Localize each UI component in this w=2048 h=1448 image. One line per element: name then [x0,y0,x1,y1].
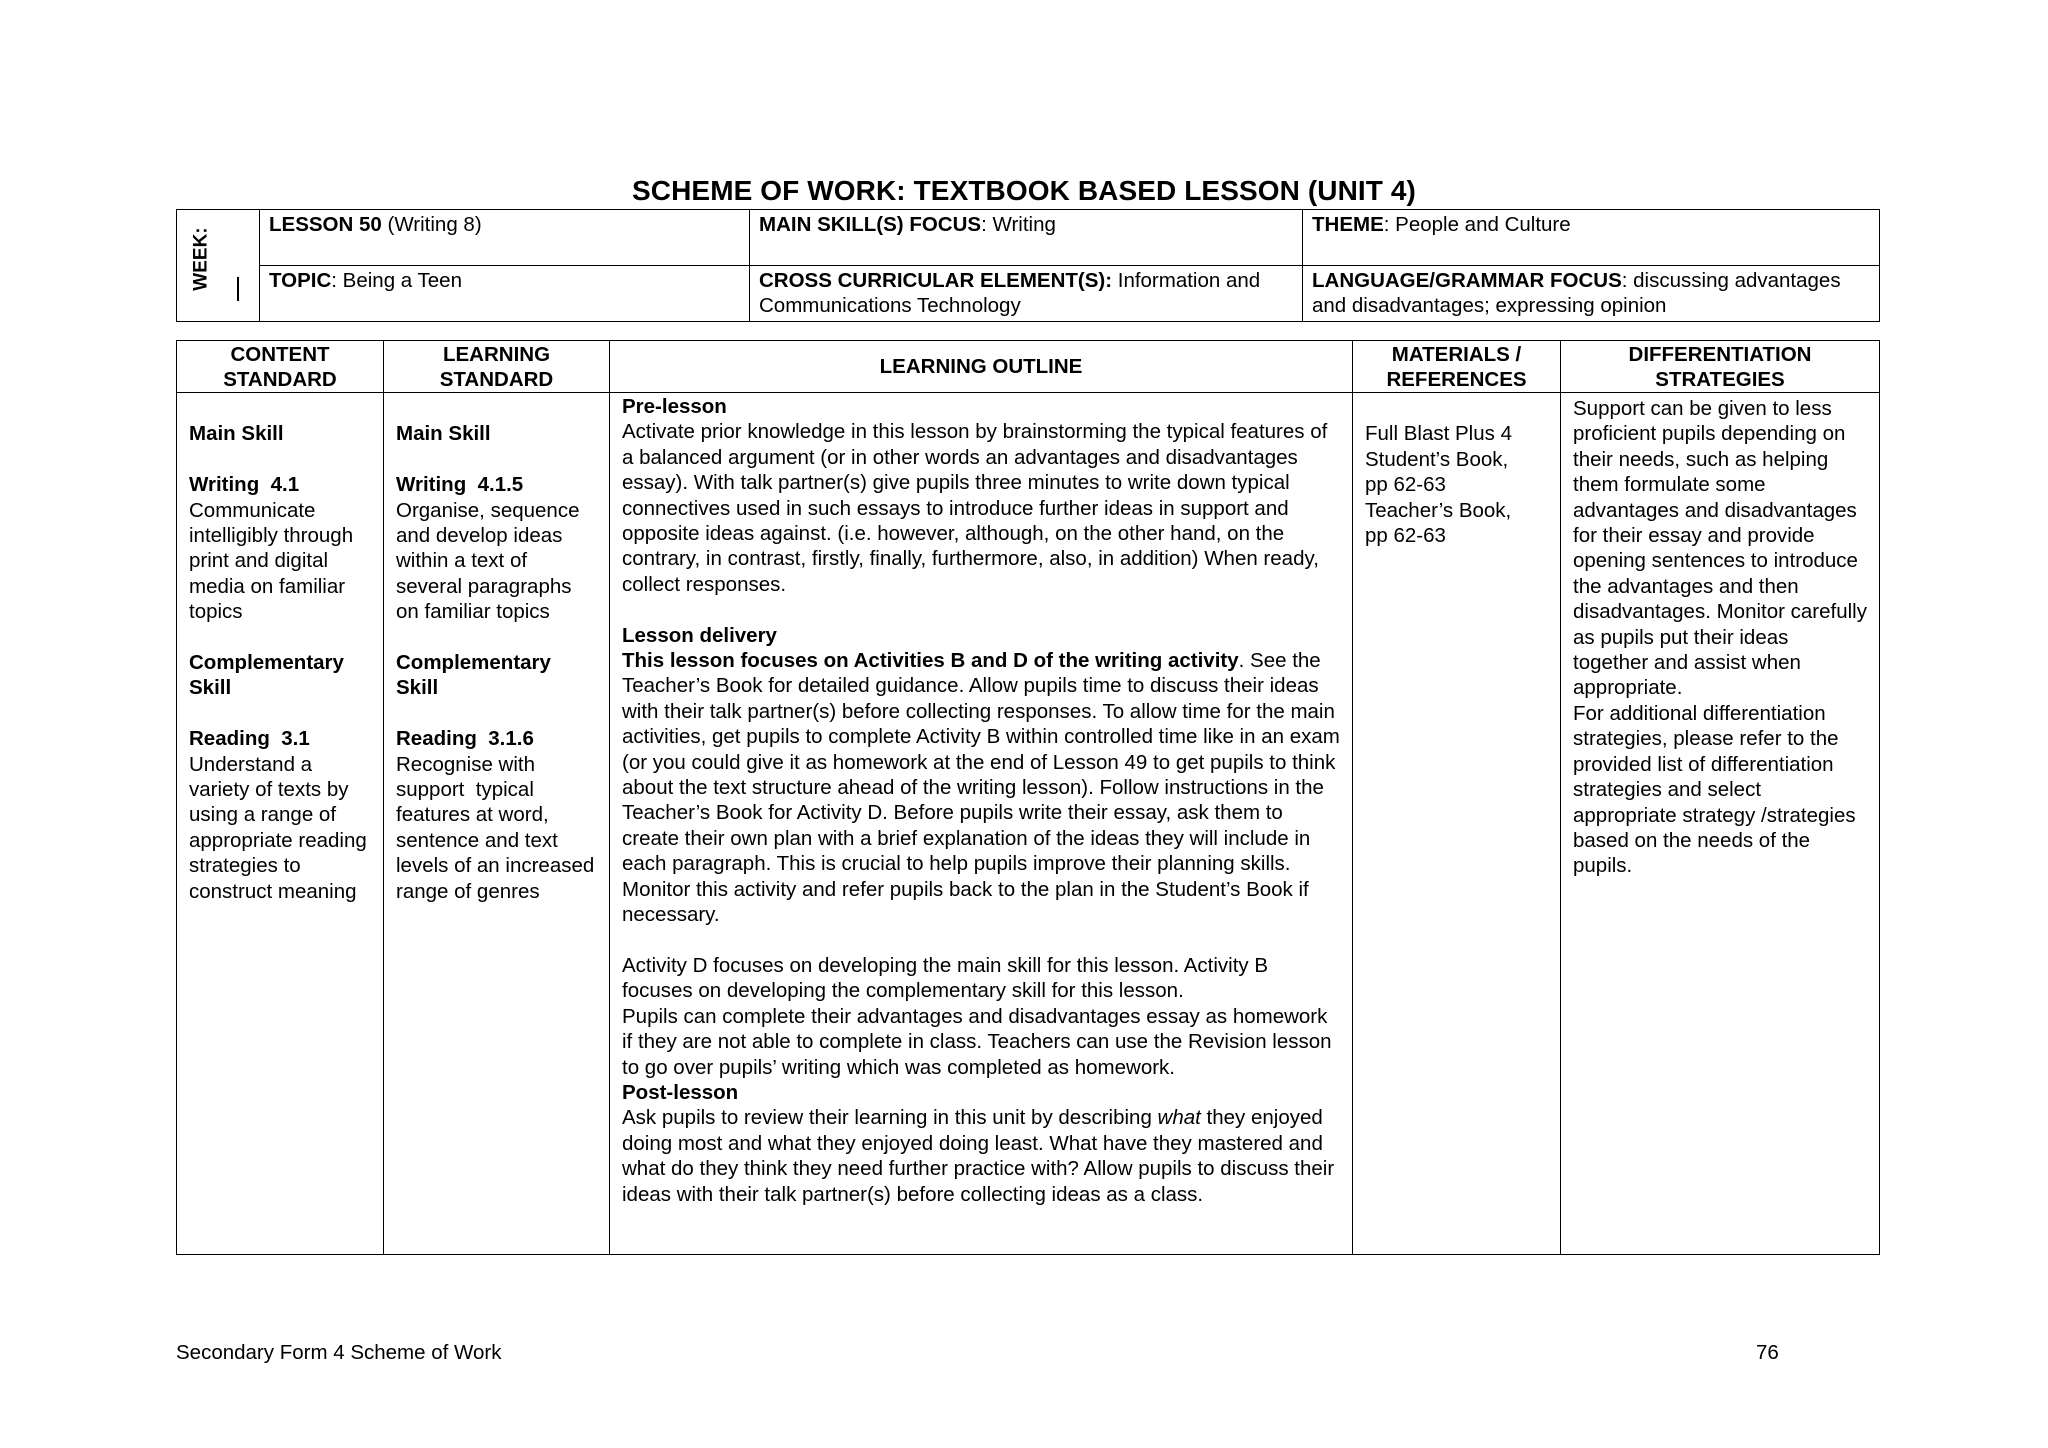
week-value [237,277,239,301]
column-header-content-standard: CONTENT STANDARD [177,341,384,393]
lesson-label: LESSON 50 [269,213,382,236]
learning-complementary-text: Recognise with support typical features at word, sentence and text levels of an increased range of genres [396,752,600,903]
learning-main-code: Writing 4.1.5 [396,473,524,497]
learning-complementary-heading: Complementary Skill [396,651,551,700]
post-lesson-text-2: they enjoyed doing most and what they enjoyed doing least. What have they mastered and what do they think they need further practice with? Allow pupils to discuss their ideas with their talk partner(s) before collecting ideas as a class. [622,1106,1335,1206]
materials-line-1: Full Blast Plus 4 [1365,422,1512,446]
grammar-focus-label: LANGUAGE/GRAMMAR FOCUS [1312,269,1622,292]
theme-label: THEME [1312,213,1384,236]
theme-cell [1303,210,1880,266]
pre-lesson-heading: Pre-lesson [622,395,727,418]
lesson-cell [260,210,750,266]
page-title: SCHEME OF WORK: TEXTBOOK BASED LESSON (UNIT 4) [632,175,1416,206]
content-main-skill-heading: Main Skill [189,422,284,446]
topic-cell [260,266,750,322]
column-header-learning-outline: LEARNING OUTLINE [610,341,1353,393]
footer-page-number: 76 [1756,1341,1779,1364]
homework-text: Pupils can complete their advantages and disadvantages essay as homework if they are not able to complete in class. Teachers can use the Revision lesson to go over pupils’ writing which was completed as homework. [622,1004,1332,1079]
content-complementary-text: Understand a variety of texts by using a range of appropriate reading strategies to construct meaning [189,752,367,903]
materials-line-4: Teacher’s Book, [1365,498,1512,522]
grammar-focus-cell [1303,266,1880,322]
content-main-text: Communicate intelligibly through print and digital media on familiar topics [189,498,354,624]
lesson-delivery-heading: Lesson delivery [622,623,777,647]
column-header-learning-standard: LEARNING STANDARD [384,341,610,393]
post-lesson-heading: Post-lesson [622,1080,739,1104]
main-skill-cell [750,210,1303,266]
post-lesson-italic: what [1157,1106,1201,1130]
theme-value: : People and Culture [1383,213,1571,236]
grammar-focus-value: : discussing advantages and disadvantages; expressing opinion [1312,269,1841,318]
main-skill-value: : Writing [981,213,1056,236]
lesson-header-table [176,209,1880,322]
cross-curricular-label: CROSS CURRICULAR ELEMENT(S): [759,269,1113,292]
materials-line-2: Student’s Book, [1365,447,1509,471]
column-header-differentiation: DIFFERENTIATION STRATEGIES [1561,341,1880,393]
post-lesson-text-1: Ask pupils to review their learning in this unit by describing [622,1106,1158,1130]
topic-value: : Being a Teen [331,269,462,292]
topic-label: TOPIC [269,269,332,292]
post-lesson-paragraph [622,1105,1340,1207]
learning-main-skill-heading: Main Skill [396,422,491,446]
week-label: WEEK: [190,227,212,291]
learning-standard-cell [384,393,610,1255]
content-complementary-code: Reading 3.1 [189,727,310,751]
lesson-delivery-bold: This lesson focuses on Activities B and D of the writing activity [622,649,1239,673]
content-complementary-heading: Complementary Skill [189,651,344,700]
lesson-delivery-text: . See the Teacher’s Book for detailed guidance. Allow pupils time to discuss their ideas with their talk partner(s) before collecting responses. To allow time for the main activities, get pupils to complete Activity B within controlled time like in an exam (or you could give it as homework at the end of Lesson 49 to get pupils to think about the text structure ahead of the writing lesson). Follow instructions in the Teacher’s Book for Activity D. Before pupils write their essay, ask them to create their own plan with a brief explanation of the ideas they will include in each paragraph. This is crucial to help pupils improve their planning skills. Monitor this activity and refer pupils back to the plan in the Student’s Book if necessary. [622,649,1340,927]
content-main-code: Writing 4.1 [189,473,300,497]
materials-cell [1353,393,1561,1255]
learning-main-text: Organise, sequence and develop ideas within a text of several paragraphs on familiar topics [396,498,580,624]
differentiation-cell [1561,393,1880,1255]
content-standard-cell [177,393,384,1255]
pre-lesson-text: Activate prior knowledge in this lesson by brainstorming the typical features of a balanced argument (or in other words an advantages and disadvantages essay). With talk partner(s) give pupils three minutes to write down typical connectives used in such essays to introduce further ideas in support and opposite ideas against. (i.e. however, although, on the other hand, on the contrary, in contrast, firstly, finally, furthermore, also, in addition) When ready, collect responses. [622,420,1328,596]
column-header-materials: MATERIALS / REFERENCES [1353,341,1561,393]
footer-document-title: Secondary Form 4 Scheme of Work [176,1341,502,1364]
differentiation-text-2: For additional differentiation strategies, please refer to the provided list of differentiation strategies and select appropriate strategy /strategies based on the needs of the pupils. [1573,701,1856,878]
differentiation-text-1: Support can be given to less proficient pupils depending on their needs, such as helping them formulate some advantages and disadvantages for their essay and provide opening sentences to introduce the advantages and then disadvantages. Monitor carefully as pupils put their ideas together and assist when appropriate. [1573,397,1867,700]
lesson-delivery-paragraph [622,648,1340,927]
learning-outline-cell [610,393,1353,1255]
cross-curricular-value: Information and Communications Technology [759,269,1261,318]
activity-focus-text: Activity D focuses on developing the main skill for this lesson. Activity B focuses on developing the complementary skill for this lesson. [622,953,1269,1003]
learning-complementary-code: Reading 3.1.6 [396,727,534,751]
materials-line-3: pp 62-63 [1365,473,1446,497]
main-skill-label: MAIN SKILL(S) FOCUS [759,213,982,236]
cross-curricular-cell [750,266,1303,322]
lesson-value: (Writing 8) [381,213,482,236]
materials-line-5: pp 62-63 [1365,524,1446,548]
week-cell [177,210,260,322]
lesson-plan-table [176,340,1880,1255]
